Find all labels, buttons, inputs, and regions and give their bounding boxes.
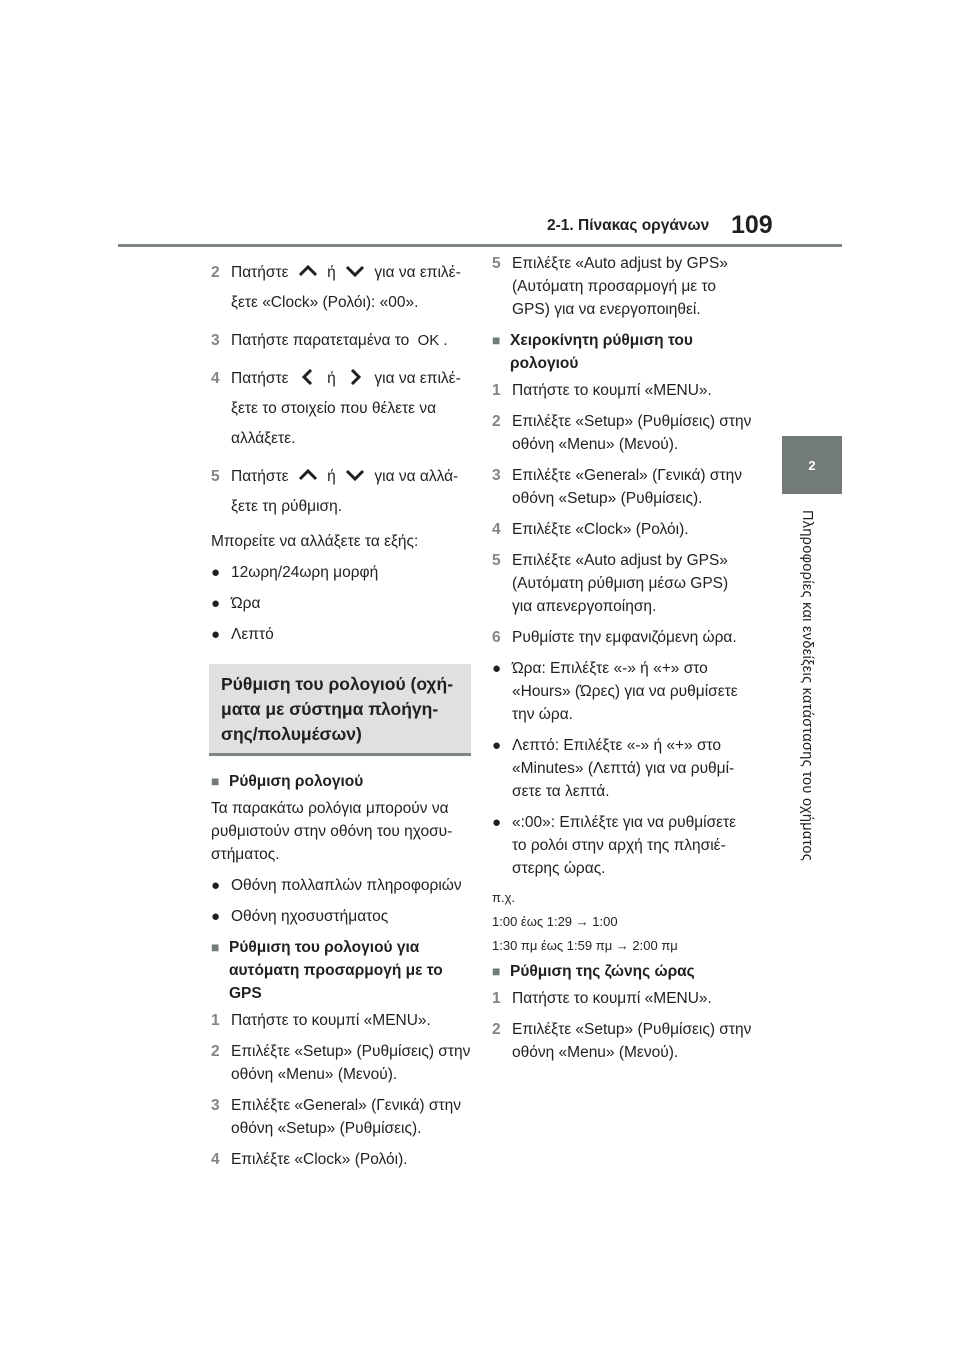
step-text <box>231 326 471 356</box>
bullet-icon: ● <box>211 595 221 612</box>
step-text-post: για να επιλέξετε το στοιχείο που θέλετε να αλλάξετε. <box>231 370 461 447</box>
step-number: 4 <box>211 370 220 387</box>
subheading <box>492 329 752 375</box>
step-number: 1 <box>211 1012 220 1029</box>
step-text: Πατήστε το κουμπί «MENU». <box>512 990 712 1007</box>
step-text-post: για να επιλέξετε «Clock» (Ρολόι): «00». <box>231 264 461 311</box>
step <box>492 549 752 618</box>
step-text: Επιλέξτε «Clock» (Ρολόι). <box>231 1151 408 1168</box>
list-item <box>211 905 471 928</box>
step-text: Επιλέξτε «Setup» (Ρυθμίσεις) στην οθόνη «Menu» (Μενού). <box>512 413 752 453</box>
step-text-post: . <box>443 332 448 349</box>
bullet-icon: ● <box>211 564 221 581</box>
step-text: Πατήστε το κουμπί «MENU». <box>512 382 712 399</box>
step-text: Επιλέξτε «Clock» (Ρολόι). <box>512 521 689 538</box>
step-number: 3 <box>211 332 220 349</box>
step-number: 4 <box>492 521 501 538</box>
example-line: 1:00 έως 1:29 → 1:00 <box>492 914 618 929</box>
step <box>492 626 752 649</box>
list-item <box>492 657 752 726</box>
list-item-text: «:00»: Επιλέξτε για να ρυθμίσετε το ρολόι στην αρχή της πλησιέστερης ώρας. <box>512 814 737 877</box>
step <box>211 1040 471 1086</box>
subheading <box>211 936 471 1005</box>
chevron-left-icon <box>297 366 319 382</box>
step-text: Επιλέξτε «Auto adjust by GPS» (Αυτόματη ρύθμιση μέσω GPS) για απενεργοποίηση. <box>512 552 729 615</box>
step <box>492 252 752 321</box>
step-text: Επιλέξτε «Setup» (Ρυθμίσεις) στην οθόνη «Menu» (Μενού). <box>512 1021 752 1061</box>
chevron-down-icon <box>344 464 366 480</box>
step-3 <box>211 326 471 356</box>
chapter-number: 2 <box>808 457 816 473</box>
list-item <box>211 623 471 646</box>
subheading-text: Ρύθμιση ρολογιού <box>229 773 364 790</box>
chapter-side-title: Πληροφορίες και ενδείξεις κατάστασης του οχήματος <box>799 510 815 862</box>
step-number: 4 <box>211 1151 220 1168</box>
step-number: 5 <box>211 468 220 485</box>
step-text-pre: Πατήστε <box>231 468 289 485</box>
subheading-text: Χειροκίνητη ρύθμιση του ρολογιού <box>510 332 693 372</box>
subheading-text: Ρύθμιση του ρολογιού για αυτόματη προσαρμογή με το GPS <box>229 939 443 1002</box>
step-text <box>231 462 471 522</box>
list-item <box>492 734 752 803</box>
left-column <box>211 258 471 1179</box>
chevron-right-icon <box>344 366 366 382</box>
bullet-icon: ● <box>492 814 502 831</box>
list-item-text: Λεπτό: Επιλέξτε «-» ή «+» στο «Minutes» (Λεπτά) για να ρυθμίσετε τα λεπτά. <box>512 737 735 800</box>
chevron-down-icon <box>344 260 366 276</box>
header-divider <box>118 244 842 247</box>
step-number: 2 <box>492 1021 501 1038</box>
square-bullet-icon: ■ <box>492 963 501 979</box>
can-change-text: Μπορείτε να αλλάξετε τα εξής: <box>211 533 419 550</box>
step-text <box>231 258 471 318</box>
step-text: Πατήστε το κουμπί «MENU». <box>231 1012 431 1029</box>
paragraph: Τα παρακάτω ρολόγια μπορούν να ρυθμιστούν στην οθόνη του ηχοσυστήματος. <box>211 800 453 863</box>
step <box>492 1018 752 1064</box>
step-text: Επιλέξτε «Auto adjust by GPS» (Αυτόματη προσαρμογή με το GPS) για να ενεργοποιηθεί. <box>512 255 728 318</box>
step-text: Επιλέξτε «Setup» (Ρυθμίσεις) στην οθόνη «Menu» (Μενού). <box>231 1043 471 1083</box>
step <box>492 410 752 456</box>
step-text <box>231 364 471 454</box>
list-item-text: Λεπτό <box>231 626 274 643</box>
subheading <box>492 960 752 983</box>
step-number: 3 <box>211 1097 220 1114</box>
step <box>211 1009 471 1032</box>
step-number: 1 <box>492 990 501 1007</box>
square-bullet-icon: ■ <box>211 773 220 789</box>
step-text: Επιλέξτε «General» (Γενικά) στην οθόνη «Setup» (Ρυθμίσεις). <box>231 1097 461 1137</box>
list-item <box>211 592 471 615</box>
step-number: 5 <box>492 255 501 272</box>
step-number: 6 <box>492 629 501 646</box>
step <box>211 1148 471 1171</box>
step-text-pre: Πατήστε <box>231 264 289 281</box>
step-text-pre: Πατήστε παρατεταμένα το <box>231 332 410 349</box>
list-item <box>211 874 471 897</box>
section-title-box: Ρύθμιση του ρολογιού (οχήματα με σύστημα πλοήγησης/πολυμέσων) <box>209 664 471 756</box>
step-text-or: ή <box>327 264 336 281</box>
chapter-tab <box>782 436 842 494</box>
step-text-post: για να αλλάξετε τη ρύθμιση. <box>231 468 459 515</box>
step-5 <box>211 462 471 522</box>
bullet-icon: ● <box>492 737 502 754</box>
step-2 <box>211 258 471 318</box>
example-label: π.χ. <box>492 890 516 905</box>
step-text-or: ή <box>327 370 336 387</box>
page-number: 109 <box>731 211 773 239</box>
step-number: 2 <box>492 413 501 430</box>
square-bullet-icon: ■ <box>211 939 220 955</box>
step <box>492 987 752 1010</box>
step-number: 2 <box>211 264 220 281</box>
chevron-up-icon <box>297 260 319 276</box>
step-text-pre: Πατήστε <box>231 370 289 387</box>
list-item-text: 12ωρη/24ωρη μορφή <box>231 564 379 581</box>
step-number: 3 <box>492 467 501 484</box>
subheading-text: Ρύθμιση της ζώνης ώρας <box>510 963 695 980</box>
list-item-text: Οθόνη πολλαπλών πληροφοριών <box>231 877 462 894</box>
example-line: 1:30 πμ έως 1:59 πμ → 2:00 πμ <box>492 938 678 953</box>
step-text-or: ή <box>327 468 336 485</box>
list-item <box>492 811 752 880</box>
list-item-text: Ώρα: Επιλέξτε «-» ή «+» στο «Hours» (Ώρες) για να ρυθμίσετε την ώρα. <box>512 660 738 723</box>
step-number: 2 <box>211 1043 220 1060</box>
bullet-icon: ● <box>211 877 221 894</box>
step-4 <box>211 364 471 454</box>
bullet-icon: ● <box>211 908 221 925</box>
list-item-text: Ώρα <box>231 595 261 612</box>
step <box>211 1094 471 1140</box>
ok-button-glyph: OK <box>417 332 440 349</box>
right-column <box>492 252 752 1072</box>
bullet-icon: ● <box>492 660 502 677</box>
chevron-up-icon <box>297 464 319 480</box>
step-number: 1 <box>492 382 501 399</box>
subheading <box>211 770 471 793</box>
bullet-icon: ● <box>211 626 221 643</box>
step <box>492 518 752 541</box>
step-number: 5 <box>492 552 501 569</box>
step-text: Ρυθμίστε την εμφανιζόμενη ώρα. <box>512 629 737 646</box>
list-item <box>211 561 471 584</box>
step <box>492 379 752 402</box>
section-header-title: 2-1. Πίνακας οργάνων <box>547 217 710 234</box>
step <box>492 464 752 510</box>
square-bullet-icon: ■ <box>492 332 501 348</box>
list-item-text: Οθόνη ηχοσυστήματος <box>231 908 389 925</box>
step-text: Επιλέξτε «General» (Γενικά) στην οθόνη «Setup» (Ρυθμίσεις). <box>512 467 742 507</box>
